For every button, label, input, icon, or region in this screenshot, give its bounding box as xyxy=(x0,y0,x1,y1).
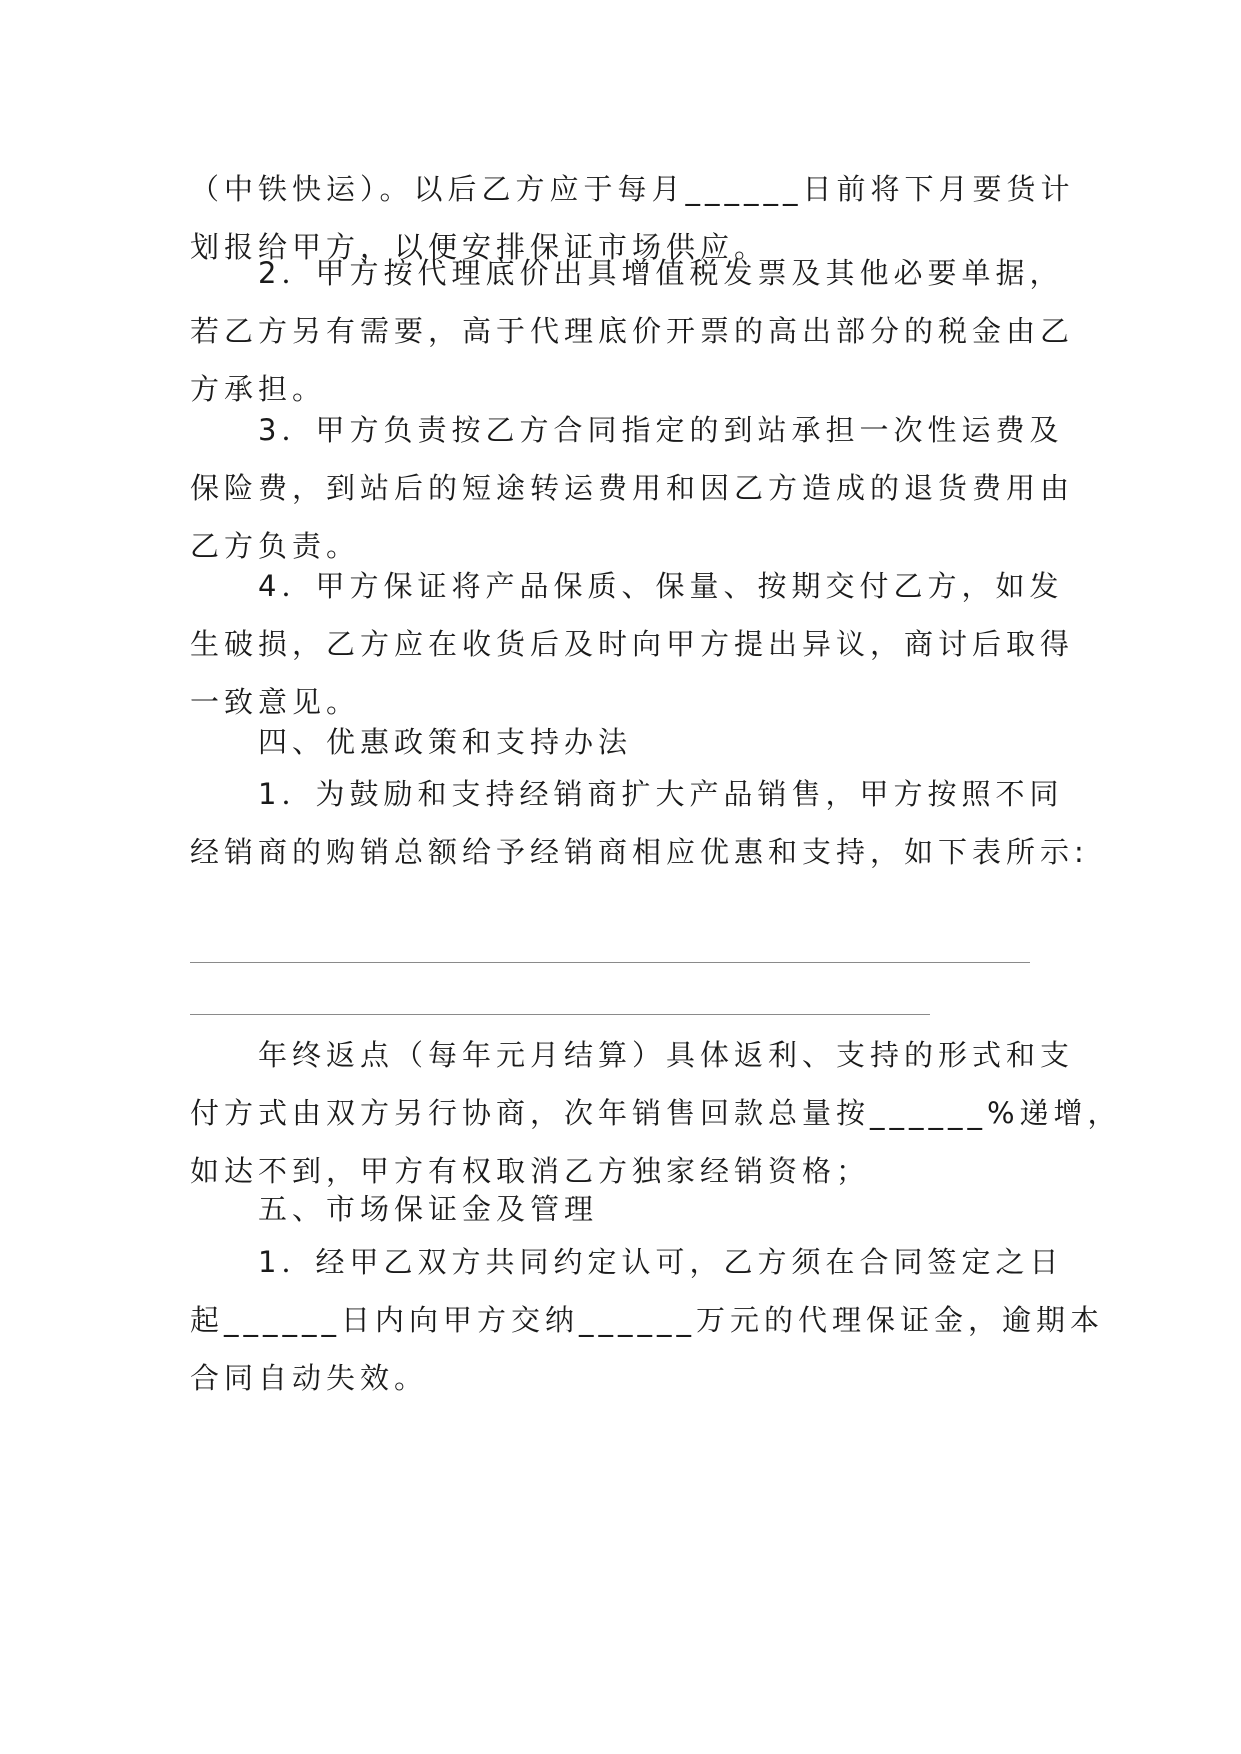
text-line: 划报给甲方，以便安排保证市场供应。 xyxy=(190,230,769,264)
text-line: 生破损，乙方应在收货后及时向甲方提出异议，商讨后取得 xyxy=(190,627,1075,661)
paragraph-clause-3 xyxy=(190,401,1075,575)
text-line: 合同自动失效。 xyxy=(190,1361,429,1395)
heading-text: 五、市场保证金及管理 xyxy=(190,1192,599,1226)
text-line: 3．甲方负责按乙方合同指定的到站承担一次性运费及 xyxy=(190,413,1064,447)
paragraph-clause-2 xyxy=(190,244,1075,418)
text-line: 2．甲方按代理底价出具增值税发票及其他必要单据， xyxy=(190,256,1064,290)
text-line: 1．经甲乙双方共同约定认可，乙方须在合同签定之日 xyxy=(190,1245,1064,1279)
text-line: 经销商的购销总额给予经销商相应优惠和支持，如下表所示: xyxy=(190,835,1089,869)
text-line: 乙方负责。 xyxy=(190,529,361,563)
paragraph-support-intro xyxy=(190,765,1089,881)
table-rule-bottom xyxy=(190,1014,930,1015)
paragraph-deposit xyxy=(190,1233,1105,1407)
text-line: 若乙方另有需要，高于代理底价开票的高出部分的税金由乙 xyxy=(190,314,1075,348)
paragraph-annual-rebate xyxy=(190,1026,1122,1200)
heading-text: 四、优惠政策和支持办法 xyxy=(190,725,633,759)
section-heading-4 xyxy=(190,713,1070,771)
text-line: 方承担。 xyxy=(190,372,327,406)
text-line: 4．甲方保证将产品保质、保量、按期交付乙方，如发 xyxy=(190,569,1064,603)
section-heading-5 xyxy=(190,1180,1070,1238)
table-rule-top xyxy=(190,962,1030,963)
text-line: 付方式由双方另行协商，次年销售回款总量按______%递增， xyxy=(190,1096,1122,1130)
text-line: 起______日内向甲方交纳______万元的代理保证金，逾期本 xyxy=(190,1303,1105,1337)
text-line: 如达不到，甲方有权取消乙方独家经销资格； xyxy=(190,1154,871,1188)
text-line: （中铁快运）。以后乙方应于每月______日前将下月要货计 xyxy=(190,172,1075,206)
text-line: 一致意见。 xyxy=(190,685,361,719)
text-line: 年终返点（每年元月结算）具体返利、支持的形式和支 xyxy=(190,1038,1075,1072)
text-line: 保险费，到站后的短途转运费用和因乙方造成的退货费用由 xyxy=(190,471,1075,505)
paragraph-clause-4 xyxy=(190,557,1075,731)
text-line: 1．为鼓励和支持经销商扩大产品销售，甲方按照不同 xyxy=(190,777,1064,811)
